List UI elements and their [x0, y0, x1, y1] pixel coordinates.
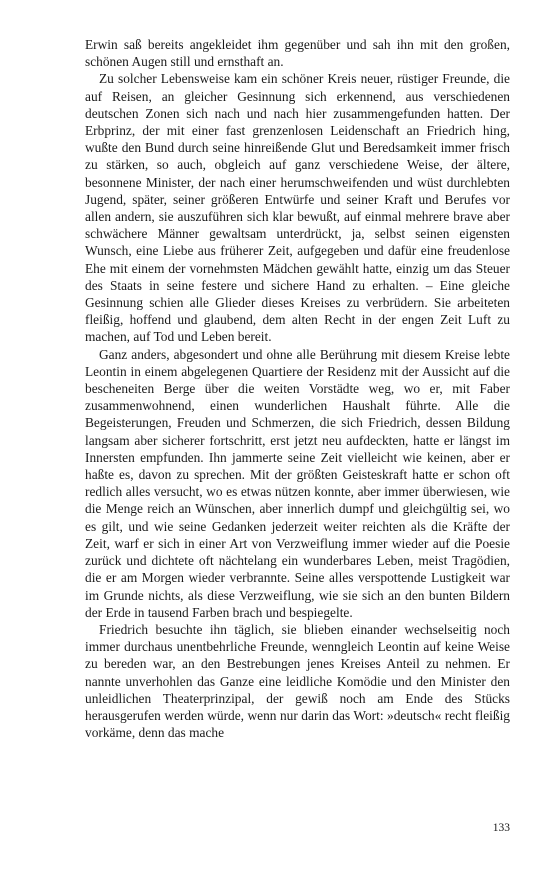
paragraph-3: Ganz anders, abgesondert und ohne alle Berührung mit diesem Kreise lebte Leontin in einem abgelegenen Quartiere der Residenz mit der Aussicht auf die bescheneiten Berge über die weiten Vorstädte weg, wo er, mit Faber zusammenwohnend, einen wunderlichen Haushalt führte. Alle die Begeisterungen, Freuden und Schmerzen, die sich Friedrich, dessen Bildung langsam aber sicherer fortschritt, erst jetzt neu aufdeckten, hatte er längst im Innersten empfunden. Ihn jammerte seine Zeit vielleicht wie keinen, aber er haßte es, davon zu sprechen. Mit der größten Geisteskraft hatte er schon oft redlich alles versucht, wo es etwas nützen konnte, aber immer überwiesen, wie die Menge reich an Wünschen, aber innerlich dumpf und gleichgültig sei, wo es gilt, und wie seine Gedanken jederzeit weiter reichten als die Kräfte der Zeit, warf er sich in einer Art von Verzweiflung immer wieder auf die Poesie zurück und dichtete oft nächtelang ein wunderbares Leben, meist Tragödien, die er am Morgen wieder verbrannte. Seine alles verspottende Lustigkeit war im Grunde nichts, als diese Verzweiflung, wie sie sich an den bunten Bildern der Erde in tausend Farben brach und bespiegelte.: [85, 346, 510, 620]
paragraph-1: Erwin saß bereits angekleidet ihm gegenüber und sah ihn mit den großen, schönen Augen still und ernsthaft an.: [85, 37, 510, 70]
paragraph-4: Friedrich besuchte ihn täglich, sie blieben einander wechselseitig noch immer durchaus unentbehrliche Freunde, wenngleich Leontin auf keine Weise zu bereden war, an den Bestrebungen jenes Kreises Anteil zu nehmen. Er nannte unverhohlen das Ganze eine leidliche Komödie und den Minister den unleidlichen Theaterprinzipal, der gewiß noch am Ende des Stücks herausgerufen werden würde, wenn nur darin das Wort: »deutsch« recht fleißig vorkäme, denn das mache: [85, 621, 510, 741]
page-number: 133: [492, 822, 510, 834]
book-page-text: [85, 36, 510, 741]
paragraph-2: Zu solcher Lebensweise kam ein schöner Kreis neuer, rüstiger Freunde, die auf Reisen, an gleicher Gesinnung sich erkennend, aus verschiedenen deutschen Zonen sich nach und nach hier zusammengefunden hatten. Der Erbprinz, der mit einer fast grenzenlosen Leidenschaft an Friedrich hing, wußte den Bund durch seine hinreißende Glut und Beredsamkeit immer frisch zu stärken, so auch, obgleich auf ganz verschiedene Weise, der ältere, besonnene Minister, der nach einer herumschweifenden und wüst durchlebten Jugend, später, seiner größeren Entwürfe und seiner Kraft und Berufes vor allen andern, sie auszuführen sich klar bewußt, auf einmal mehrere brave aber schwächere Männer gewaltsam unterdrückt, ja, selbst seinen eigensten Wunsch, eine Liebe aus früherer Zeit, aufgegeben und dafür eine freudenlose Ehe mit einem der vornehmsten Mädchen gewählt hatte, einzig um das Steuer des Staats in seine festere und sichere Hand zu erhalten. – Eine gleiche Gesinnung schien alle Glieder dieses Kreises zu verbrüdern. Sie arbeiteten fleißig, hoffend und glaubend, dem alten Recht in der engen Zeit Luft zu machen, auf Tod und Leben bereit.: [85, 71, 510, 345]
